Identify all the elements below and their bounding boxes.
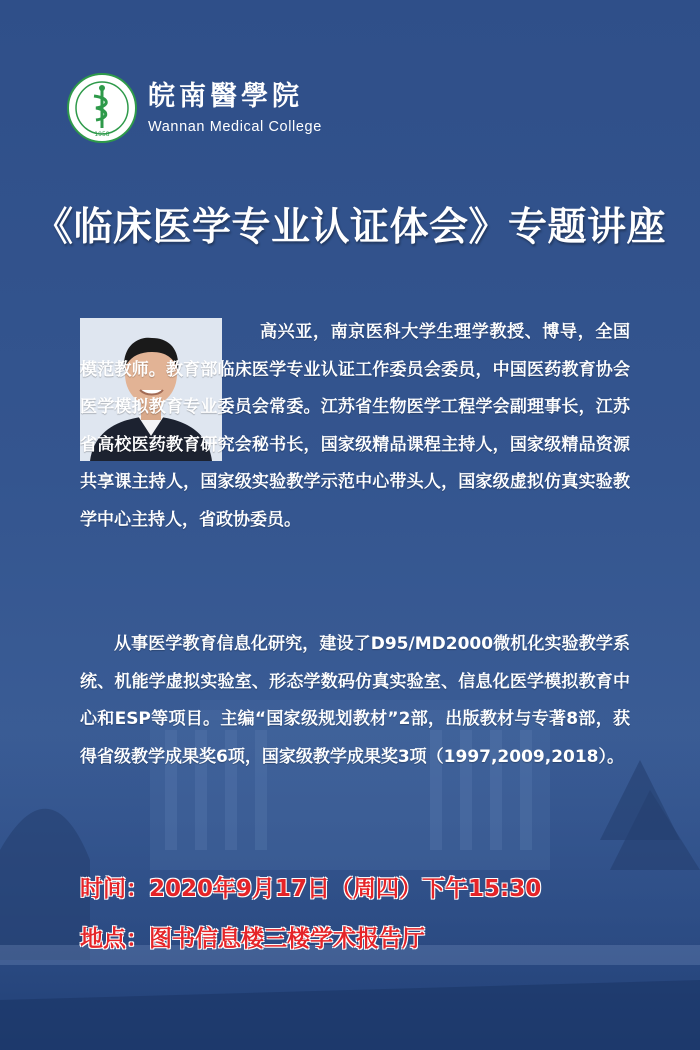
logo-text [148,81,322,135]
college-emblem-icon [66,72,138,144]
college-logo [66,72,322,144]
svg-text:1958: 1958 [94,131,110,138]
event-time: 时间：2020年9月17日（周四）下午15:30 [80,876,542,902]
speaker-bio-paragraph-1: 高兴亚，南京医科大学生理学教授、博导，全国模范教师。教育部临床医学专业认证工作委员会委员，中国医药教育协会医学模拟教育专业委员会常委。江苏省生物医学工程学会副理事长，江苏省高校医药教育研究会秘书长，国家级精品课程主持人，国家级精品资源共享课主持人，国家级实验教学示范中心带头人，国家级虚拟仿真实验教学中心主持人，省政协委员。 [80,322,630,530]
college-name-cn: 皖南醫學院 [148,81,303,112]
lecture-title: 《临床医学专业认证体会》专题讲座 [33,205,666,250]
college-name-en: Wannan Medical College [148,119,322,135]
event-place: 地点：图书信息楼三楼学术报告厅 [80,926,425,952]
speaker-bio-paragraph-2: 从事医学教育信息化研究，建设了D95/MD2000微机化实验教学系统、机能学虚拟实验室、形态学数码仿真实验室、信息化医学模拟教育中心和ESP等项目。主编“国家级规划教材”2部，出版教材与专著8部，获得省级教学成果奖6项，国家级教学成果奖3项（1997,2009,2018）。 [80,634,630,767]
